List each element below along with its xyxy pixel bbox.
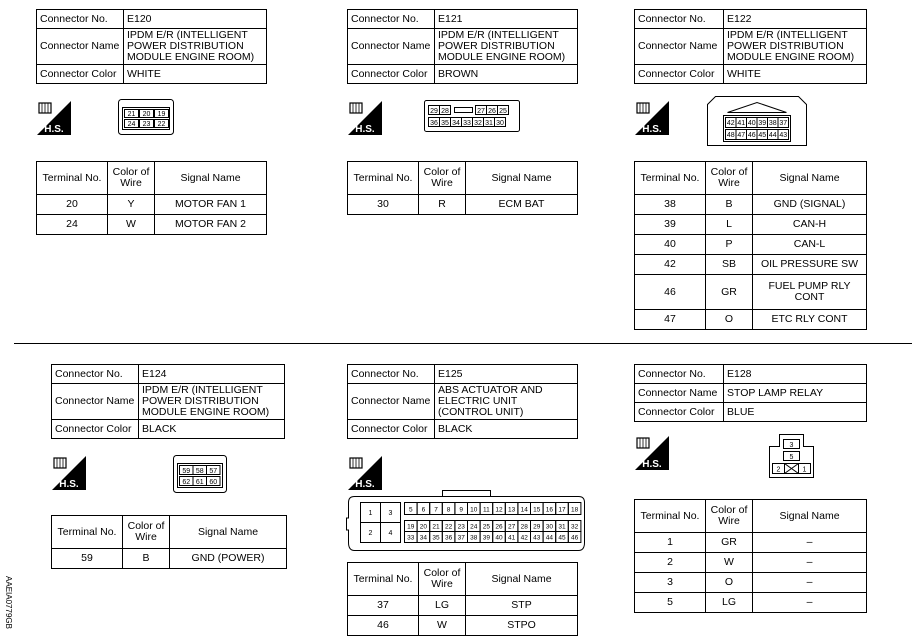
pin-label: 41: [737, 120, 746, 127]
connector-color-value: BLACK: [435, 420, 578, 439]
pin-label: 1: [802, 466, 807, 474]
connector-name-value: IPDM E/R (INTELLIGENT POWER DISTRIBUTION MODULE ENGINE ROOM): [724, 29, 867, 65]
table-row: [635, 235, 867, 255]
pin-label: 35: [432, 534, 440, 542]
hs-label: H.S.: [355, 479, 375, 490]
pin-label: 58: [195, 468, 204, 475]
pin-label: 11: [483, 506, 490, 514]
pin-label: 36: [444, 534, 453, 542]
pin-label: 40: [495, 534, 503, 542]
section-divider: [14, 343, 912, 344]
label-connector-name: Connector Name: [52, 384, 139, 420]
connector-info-e125: [347, 364, 578, 439]
label-connector-color: Connector Color: [52, 420, 139, 439]
label-connector-name: Connector Name: [635, 384, 724, 403]
pin-label: 29: [430, 108, 438, 115]
header-signal-name: Signal Name: [466, 162, 578, 195]
connector-face-e121-icon: [424, 100, 520, 132]
label-connector-no: Connector No.: [635, 10, 724, 29]
terminal-table-e122: [634, 161, 867, 330]
label-connector-no: Connector No.: [635, 365, 724, 384]
pin-label: 38: [768, 120, 777, 127]
pin-label: 40: [747, 120, 756, 127]
connector-info-e122: [634, 9, 867, 84]
figure-id: AAEIA0779GB: [3, 576, 13, 629]
pin-label: 31: [485, 120, 493, 127]
pin-label: 62: [182, 479, 191, 486]
table-row: [635, 255, 867, 275]
hs-label: H.S.: [44, 124, 64, 135]
hs-symbol-icon: [52, 456, 86, 490]
header-terminal-no: Terminal No.: [52, 516, 123, 549]
hs-label: H.S.: [59, 479, 79, 490]
pin-label: 57: [209, 468, 218, 475]
pin-label: 26: [488, 108, 496, 115]
terminal-cell: 47: [635, 310, 706, 330]
connector-no-value: E120: [124, 10, 267, 29]
pin-label: 3: [789, 442, 794, 449]
pin-label: 8: [446, 506, 451, 514]
pin-label: 2: [368, 530, 373, 537]
label-connector-color: Connector Color: [635, 403, 724, 422]
wire-cell: LG: [706, 593, 753, 613]
signal-cell: ETC RLY CONT: [753, 310, 867, 330]
terminal-cell: 46: [635, 275, 706, 310]
terminal-cell: 40: [635, 235, 706, 255]
pin-label: 17: [558, 506, 566, 514]
wire-cell: B: [123, 549, 170, 569]
pin-label: 44: [545, 534, 554, 542]
pin-label: 6: [421, 506, 426, 514]
connector-no-value: E121: [435, 10, 578, 29]
pin-label: 29: [533, 523, 541, 531]
header-color-of-wire: Color of Wire: [706, 162, 753, 195]
signal-cell: STPO: [466, 616, 578, 636]
label-connector-color: Connector Color: [348, 420, 435, 439]
pin-label: 43: [533, 534, 541, 542]
table-row: [52, 549, 287, 569]
hs-label: H.S.: [642, 459, 662, 470]
label-connector-name: Connector Name: [348, 384, 435, 420]
hs-symbol-icon: [635, 436, 669, 470]
pin-label: 3: [388, 510, 393, 517]
connector-info-e128: [634, 364, 867, 422]
label-connector-no: Connector No.: [348, 10, 435, 29]
terminal-cell: 46: [348, 616, 419, 636]
table-row: [635, 275, 867, 310]
header-color-of-wire: Color of Wire: [123, 516, 170, 549]
pin-label: 28: [520, 523, 528, 531]
pin-label: 46: [570, 534, 579, 542]
table-row: [348, 596, 578, 616]
pin-label: 42: [726, 120, 735, 127]
pin-label: 39: [758, 120, 767, 127]
connector-color-value: WHITE: [724, 65, 867, 84]
pin-label: 32: [474, 120, 482, 127]
pin-label: 60: [209, 479, 218, 486]
terminal-table-e124: [51, 515, 287, 569]
pin-label: 10: [470, 506, 478, 514]
header-terminal-no: Terminal No.: [348, 162, 419, 195]
pin-label: 13: [507, 506, 516, 514]
pin-label: 24: [470, 523, 478, 531]
pin-label: 36: [430, 120, 438, 127]
pin-label: 44: [768, 132, 777, 139]
wire-cell: B: [706, 195, 753, 215]
terminal-cell: 3: [635, 573, 706, 593]
wire-cell: R: [419, 195, 466, 215]
connector-color-value: BLACK: [139, 420, 285, 439]
terminal-cell: 30: [348, 195, 419, 215]
terminal-table-e120: [36, 161, 267, 235]
pin-label: 23: [457, 523, 465, 531]
header-terminal-no: Terminal No.: [37, 162, 108, 195]
connector-color-value: BLUE: [724, 403, 867, 422]
pin-label: 23: [142, 121, 151, 128]
pin-label: 46: [747, 132, 756, 139]
wire-cell: W: [706, 553, 753, 573]
pin-label: 37: [779, 120, 788, 127]
terminal-table-e128: [634, 499, 867, 613]
terminal-cell: 1: [635, 533, 706, 553]
header-terminal-no: Terminal No.: [635, 162, 706, 195]
signal-cell: MOTOR FAN 1: [155, 195, 267, 215]
header-color-of-wire: Color of Wire: [706, 500, 753, 533]
pin-label: 32: [570, 523, 579, 531]
connector-name-value: IPDM E/R (INTELLIGENT POWER DISTRIBUTION MODULE ENGINE ROOM): [124, 29, 267, 65]
pin-label: 2: [776, 466, 781, 474]
connector-name-value: STOP LAMP RELAY: [724, 384, 867, 403]
terminal-cell: 5: [635, 593, 706, 613]
table-row: [635, 215, 867, 235]
connector-color-value: WHITE: [124, 65, 267, 84]
pin-label: 47: [737, 132, 746, 139]
pin-label: 27: [477, 108, 485, 115]
wire-cell: O: [706, 310, 753, 330]
terminal-cell: 59: [52, 549, 123, 569]
wire-cell: GR: [706, 275, 753, 310]
terminal-table-e121: [347, 161, 578, 215]
signal-cell: STP: [466, 596, 578, 616]
table-row: [635, 195, 867, 215]
connector-info-e120: [36, 9, 267, 84]
signal-cell: CAN-H: [753, 215, 867, 235]
connector-no-value: E128: [724, 365, 867, 384]
table-row: [635, 533, 867, 553]
signal-cell: ECM BAT: [466, 195, 578, 215]
terminal-cell: 38: [635, 195, 706, 215]
pin-label: 25: [482, 523, 491, 531]
connector-face-e124-icon: [173, 455, 227, 493]
header-color-of-wire: Color of Wire: [108, 162, 155, 195]
pin-label: 25: [499, 108, 507, 115]
hs-label: H.S.: [355, 124, 375, 135]
pin-label: 28: [441, 108, 449, 115]
pin-label: 19: [157, 111, 166, 118]
pin-label: 24: [127, 121, 136, 128]
label-connector-name: Connector Name: [37, 29, 124, 65]
table-row: [635, 573, 867, 593]
header-signal-name: Signal Name: [466, 563, 578, 596]
table-row: [635, 310, 867, 330]
pin-label: 9: [459, 506, 464, 514]
hs-symbol-icon: [37, 101, 71, 135]
signal-cell: GND (SIGNAL): [753, 195, 867, 215]
label-connector-no: Connector No.: [348, 365, 435, 384]
connector-name-value: IPDM E/R (INTELLIGENT POWER DISTRIBUTION MODULE ENGINE ROOM): [139, 384, 285, 420]
pin-label: 16: [545, 506, 554, 514]
signal-cell: –: [753, 573, 867, 593]
header-terminal-no: Terminal No.: [635, 500, 706, 533]
label-connector-name: Connector Name: [348, 29, 435, 65]
pin-label: 35: [441, 120, 449, 127]
wire-cell: W: [419, 616, 466, 636]
pin-label: 22: [444, 523, 453, 531]
pin-label: 22: [157, 121, 166, 128]
table-row: [348, 616, 578, 636]
pin-label: 12: [495, 506, 503, 514]
pin-label: 4: [388, 530, 393, 537]
header-color-of-wire: Color of Wire: [419, 563, 466, 596]
connector-color-value: BROWN: [435, 65, 578, 84]
label-connector-color: Connector Color: [635, 65, 724, 84]
hs-symbol-icon: [348, 456, 382, 490]
wire-cell: Y: [108, 195, 155, 215]
connector-no-value: E125: [435, 365, 578, 384]
pin-label: 34: [452, 120, 460, 127]
table-row: [635, 553, 867, 573]
pin-label: 48: [726, 132, 735, 139]
pin-label: 20: [142, 111, 151, 118]
header-signal-name: Signal Name: [170, 516, 287, 549]
table-row: [37, 215, 267, 235]
pin-label: 45: [558, 534, 566, 542]
connector-info-e124: [51, 364, 285, 439]
pin-label: 20: [419, 523, 428, 531]
wire-cell: P: [706, 235, 753, 255]
wire-cell: LG: [419, 596, 466, 616]
terminal-cell: 24: [37, 215, 108, 235]
terminal-table-e125: [347, 562, 578, 636]
terminal-cell: 42: [635, 255, 706, 275]
pin-label: 38: [470, 534, 478, 542]
label-connector-no: Connector No.: [52, 365, 139, 384]
pin-label: 33: [407, 534, 415, 542]
signal-cell: –: [753, 553, 867, 573]
connector-no-value: E122: [724, 10, 867, 29]
header-signal-name: Signal Name: [753, 500, 867, 533]
connector-face-e122-icon: [707, 96, 807, 146]
pin-label: 7: [434, 506, 438, 514]
header-terminal-no: Terminal No.: [348, 563, 419, 596]
pin-label: 42: [520, 534, 528, 542]
header-signal-name: Signal Name: [753, 162, 867, 195]
signal-cell: –: [753, 593, 867, 613]
terminal-cell: 20: [37, 195, 108, 215]
pin-label: 21: [127, 111, 136, 118]
pin-label: 1: [368, 510, 373, 517]
label-connector-name: Connector Name: [635, 29, 724, 65]
pin-label: 34: [419, 534, 428, 542]
pin-label: 33: [463, 120, 471, 127]
signal-cell: –: [753, 533, 867, 553]
signal-cell: FUEL PUMP RLY CONT: [753, 275, 867, 310]
table-row: [37, 195, 267, 215]
header-signal-name: Signal Name: [155, 162, 267, 195]
pin-label: 61: [195, 479, 204, 486]
connector-face-e125-icon: [346, 490, 586, 554]
wire-cell: L: [706, 215, 753, 235]
label-connector-color: Connector Color: [348, 65, 435, 84]
pin-label: 41: [507, 534, 516, 542]
table-row: [348, 195, 578, 215]
pin-label: 31: [558, 523, 566, 531]
connector-face-e120-icon: [118, 99, 174, 135]
pin-label: 39: [482, 534, 491, 542]
pin-label: 30: [545, 523, 554, 531]
pin-label: 27: [507, 523, 516, 531]
wire-cell: SB: [706, 255, 753, 275]
signal-cell: GND (POWER): [170, 549, 287, 569]
connector-no-value: E124: [139, 365, 285, 384]
connector-info-e121: [347, 9, 578, 84]
terminal-cell: 39: [635, 215, 706, 235]
pin-label: 26: [495, 523, 503, 531]
pin-label: 14: [520, 506, 528, 514]
connector-name-value: ABS ACTUATOR AND ELECTRIC UNIT (CONTROL UNIT): [435, 384, 578, 420]
hs-label: H.S.: [642, 124, 662, 135]
pin-label: 45: [758, 132, 767, 139]
connector-face-e128-icon: [769, 434, 815, 480]
wire-cell: W: [108, 215, 155, 235]
pin-label: 43: [779, 132, 788, 139]
terminal-cell: 2: [635, 553, 706, 573]
pin-label: 21: [432, 523, 440, 531]
wire-cell: O: [706, 573, 753, 593]
pin-label: 15: [533, 506, 541, 514]
pin-label: 37: [457, 534, 465, 542]
terminal-cell: 37: [348, 596, 419, 616]
signal-cell: CAN-L: [753, 235, 867, 255]
hs-symbol-icon: [635, 101, 669, 135]
wire-cell: GR: [706, 533, 753, 553]
header-color-of-wire: Color of Wire: [419, 162, 466, 195]
table-row: [635, 593, 867, 613]
pin-label: 18: [570, 506, 579, 514]
label-connector-no: Connector No.: [37, 10, 124, 29]
pin-label: 59: [182, 468, 191, 475]
pin-label: 5: [408, 506, 413, 514]
connector-name-value: IPDM E/R (INTELLIGENT POWER DISTRIBUTION MODULE ENGINE ROOM): [435, 29, 578, 65]
pin-label: 5: [789, 454, 794, 461]
signal-cell: OIL PRESSURE SW: [753, 255, 867, 275]
label-connector-color: Connector Color: [37, 65, 124, 84]
pin-label: 30: [496, 120, 504, 127]
signal-cell: MOTOR FAN 2: [155, 215, 267, 235]
hs-symbol-icon: [348, 101, 382, 135]
pin-label: 19: [407, 523, 415, 531]
